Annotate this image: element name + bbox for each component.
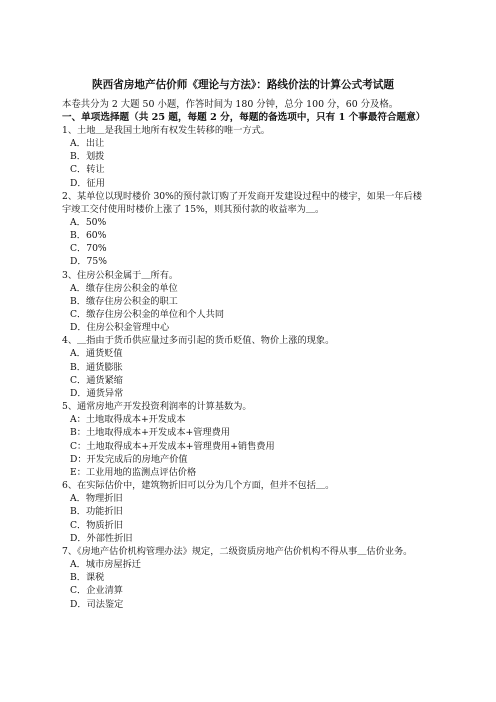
question-1 <box>62 124 424 190</box>
option-b: B．划拨 <box>70 151 105 163</box>
option-e: E：工业用地的监测点评估价格 <box>70 467 197 479</box>
question-4 <box>62 334 424 400</box>
option-b: B．60% <box>70 230 107 242</box>
option-a: A．城市房屋拆迁 <box>70 559 141 571</box>
exam-intro: 本卷共分为 2 大题 50 小题，作答时间为 180 分钟，总分 100 分，60 分及格。 <box>62 99 399 110</box>
option-b: B．功能折旧 <box>70 506 123 518</box>
option-d: D．住房公积金管理中心 <box>70 322 170 334</box>
option-b: B：土地取得成本+开发成本+管理费用 <box>70 427 230 439</box>
option-d: D：开发完成后的房地产价值 <box>70 453 188 465</box>
section-heading: 一、单项选择题（共 25 题，每题 2 分，每题的备选项中，只有 1 个事最符合题意） <box>62 112 426 123</box>
question-7 <box>62 545 424 611</box>
question-5 <box>62 400 424 479</box>
document-title: 陕西省房地产估价师《理论与方法》：路线价法的计算公式考试题 <box>92 79 394 91</box>
option-a: A．出让 <box>70 138 105 149</box>
question-stem: 5、通常房地产开发投资利润率的计算基数为。 <box>62 401 252 413</box>
option-c: C：土地取得成本+开发成本+管理费用+销售费用 <box>70 440 275 452</box>
option-b: B．缴存住房公积金的职工 <box>70 295 178 307</box>
option-a: A．物理折旧 <box>70 493 123 505</box>
option-d: D．征用 <box>70 177 105 189</box>
question-stem: 7、《房地产估价机构管理办法》规定，二级资质房地产估价机构不得从事＿估价业务。 <box>62 546 413 558</box>
option-c: C．物质折旧 <box>70 519 123 531</box>
option-a: A：土地取得成本+开发成本 <box>70 414 186 426</box>
option-c: C．缴存住房公积金的单位和个人共同 <box>70 309 225 321</box>
option-a: A．50% <box>70 216 107 228</box>
question-2 <box>62 190 424 269</box>
option-d: D．75% <box>70 256 107 268</box>
option-c: C．转让 <box>70 164 105 176</box>
question-stem: 1、土地＿是我国土地所有权发生转移的唯一方式。 <box>62 125 270 136</box>
option-d: D．司法鉴定 <box>70 598 124 610</box>
option-b: B．通货膨胀 <box>70 361 123 373</box>
question-6 <box>62 479 424 545</box>
option-c: C．70% <box>70 243 107 255</box>
option-c: C．通货紧缩 <box>70 374 123 386</box>
question-3 <box>62 269 424 335</box>
option-a: A．通货贬值 <box>70 348 123 360</box>
option-d: D．通货异常 <box>70 388 124 400</box>
option-a: A．缴存住房公积金的单位 <box>70 282 178 294</box>
option-c: C．企业清算 <box>70 585 123 597</box>
option-d: D．外部性折旧 <box>70 532 133 544</box>
option-b: B．课税 <box>70 572 105 584</box>
question-stem: 4、＿指由于货币供应量过多而引起的货币贬值、物价上涨的现象。 <box>62 335 335 347</box>
question-stem: 3、住房公积金属于＿所有。 <box>62 269 179 281</box>
question-stem: 6、在实际估价中，建筑物折旧可以分为几个方面，但并不包括＿。 <box>62 480 335 492</box>
question-stem: 2、某单位以现时楼价 30%的预付款订购了开发商开发建设过程中的楼宇，如果一年后楼宇竣工交付使用时楼价上涨了 15%，则其预付款的收益率为＿。 <box>62 190 422 215</box>
